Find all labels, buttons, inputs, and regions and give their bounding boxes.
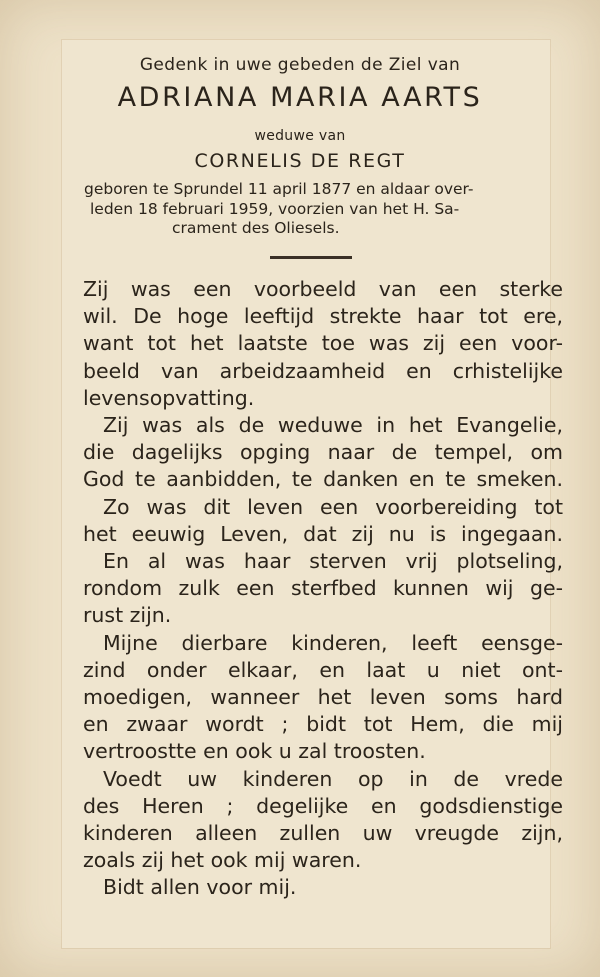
text-line: wil. De hoge leeftijd strekte haar tot ere, — [83, 304, 563, 329]
paragraph — [83, 548, 563, 630]
paragraph — [83, 412, 563, 494]
bio-line: leden 18 februari 1959, voorzien van het H. Sa- — [90, 199, 460, 218]
text-line: het eeuwig Leven, dat zij nu is ingegaan. — [83, 521, 563, 546]
text-line: Zo was dit leven een voorbereiding tot — [103, 494, 563, 519]
text-line: Mijne dierbare kinderen, leeft eensge- — [103, 630, 563, 655]
text-line: want tot het laatste toe was zij een voor- — [83, 331, 563, 356]
husband-name: CORNELIS DE REGT — [194, 150, 406, 172]
text-line: En al was haar sterven vrij plotseling, — [103, 549, 563, 574]
widow-of-line: weduwe van — [254, 128, 346, 144]
text-line: Voedt uw kinderen op in de vrede — [103, 766, 563, 791]
bio-line: crament des Oliesels. — [172, 219, 340, 237]
paragraph — [83, 766, 563, 875]
intro-line: Gedenk in uwe gebeden de Ziel van — [139, 55, 461, 75]
text-line: rust zijn. — [83, 603, 172, 628]
text-line: vertroostte en ook u zal troosten. — [83, 739, 426, 764]
text-line: zind onder elkaar, en laat u niet ont- — [83, 657, 563, 682]
text-line: beeld van arbeidzaamheid en crhistelijke — [83, 358, 563, 383]
text-line: zoals zij het ook mij waren. — [83, 848, 362, 873]
divider-rule — [270, 256, 352, 259]
text-line: levensopvatting. — [83, 385, 255, 410]
text-line: moedigen, wanneer het leven soms hard — [83, 685, 563, 710]
deceased-name: ADRIANA MARIA AARTS — [117, 82, 483, 113]
biography — [84, 180, 524, 239]
text-line: rondom zulk een sterfbed kunnen wij ge- — [83, 576, 563, 601]
paragraph — [83, 630, 563, 766]
text-line: God te aanbidden, te danken en te smeken. — [83, 467, 563, 492]
memorial-text — [83, 276, 563, 902]
text-line: des Heren ; degelijke en godsdienstige — [83, 793, 563, 818]
text-line: kinderen alleen zullen uw vreugde zijn, — [83, 821, 563, 846]
paragraph — [83, 494, 563, 548]
paragraph — [83, 276, 563, 412]
text-line: Bidt allen voor mij. — [103, 875, 297, 900]
bio-line: geboren te Sprundel 11 april 1877 en aldaar over- — [84, 180, 474, 198]
text-line: Zij was als de weduwe in het Evangelie, — [103, 413, 563, 438]
text-line: Zij was een voorbeeld van een sterke — [83, 277, 563, 301]
text-line: en zwaar wordt ; bidt tot Hem, die mij — [83, 712, 563, 737]
text-line: die dagelijks opging naar de tempel, om — [83, 440, 563, 465]
paragraph — [83, 874, 563, 901]
